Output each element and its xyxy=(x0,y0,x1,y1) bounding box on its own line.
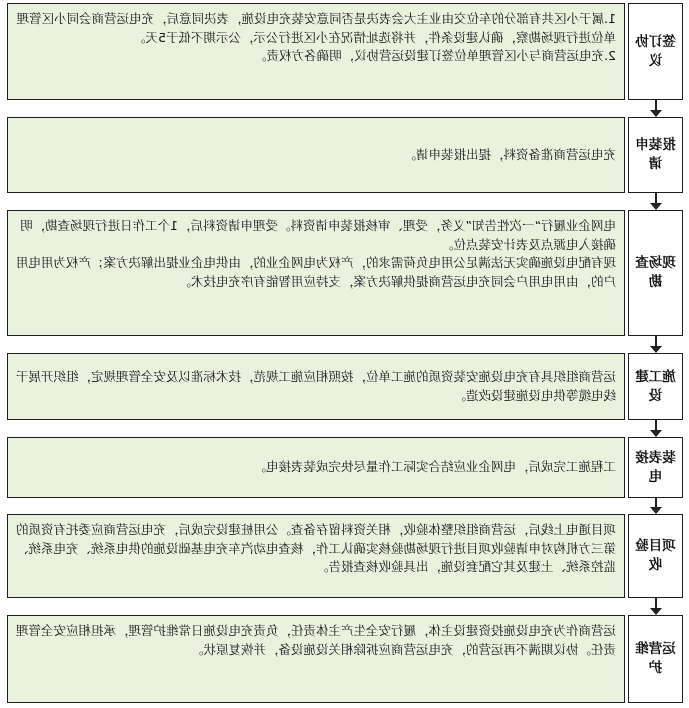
step-content: 1.属于小区共有部分的车位交由业主大会表决是否同意安装充电设施，表决同意后，充电运营商会同小区管理单位进行现场勘察，确认建设条件，并将选址情况在小区进行公示，公示期不低于5天。 2.充电运营商与小区管理单位签订建设运营协议，明确各方权责。 xyxy=(7,3,625,100)
flow-arrow xyxy=(650,420,662,437)
flow-arrow xyxy=(650,598,662,615)
step-label: 运营维护 xyxy=(628,615,683,703)
step-application xyxy=(7,117,683,193)
step-label: 报装申请 xyxy=(628,117,683,193)
step-label: 现场查勘 xyxy=(628,210,683,336)
step-sign-agreement xyxy=(7,3,683,100)
step-meter-install xyxy=(7,437,683,498)
step-content: 项目通电上线后，运营商组织整体验收，相关资料留存备查。公用桩建设完成后，充电运营商应委托有资质的第三方机构对申请验收项目进行现场勘验核实确认工作，核查电动汽车充电基础设施的供电系统、充电系统、监控系统、土建及其它配套设施，出具验收核查报告。 xyxy=(7,514,625,598)
step-construction xyxy=(7,353,683,420)
step-label: 装表接电 xyxy=(628,437,683,498)
step-content: 工程施工完成后，电网企业应结合实际工作量尽快完成装表接电。 xyxy=(7,437,625,498)
step-label: 施工建设 xyxy=(628,353,683,420)
step-acceptance xyxy=(7,514,683,598)
step-site-survey xyxy=(7,210,683,336)
step-content: 充电运营商准备资料，提出报装申请。 xyxy=(7,117,625,193)
step-label: 签订协议 xyxy=(628,3,683,100)
step-label: 项目验收 xyxy=(628,514,683,598)
step-content: 运营商作为充电设施投资建设主体，履行安全生产主体责任，负责充电设施日常维护管理，承担相应安全管理责任。协议期满不再运营的，充电运营商应拆除相关设施设备，并恢复原状。 xyxy=(7,615,625,703)
step-content: 运营商组织具有充电设施安装资质的施工单位，按照相应施工规范，技术标准以及安全管理规定，组织开展干线电缆等供电设施建设改造。 xyxy=(7,353,625,420)
flow-arrow xyxy=(650,193,662,210)
flow-arrow xyxy=(650,498,662,514)
flow-arrow xyxy=(650,336,662,353)
step-content: 电网企业履行“一次性告知”义务，受理、审核报装申请资料。受理申请资料后，1个工作日进行现场查勘，明确接入电源点及表计安装点位。 现有配电设施确实无法满足公用电负荷需求的，产权为电网企业的，由供电企业提出解决方案；产权为用电用户的，由用电用户会同充电运营商提供解决方案，支持应用智能有序充电技术。 xyxy=(7,210,625,336)
flow-arrow xyxy=(650,100,662,117)
step-operation xyxy=(7,615,683,703)
